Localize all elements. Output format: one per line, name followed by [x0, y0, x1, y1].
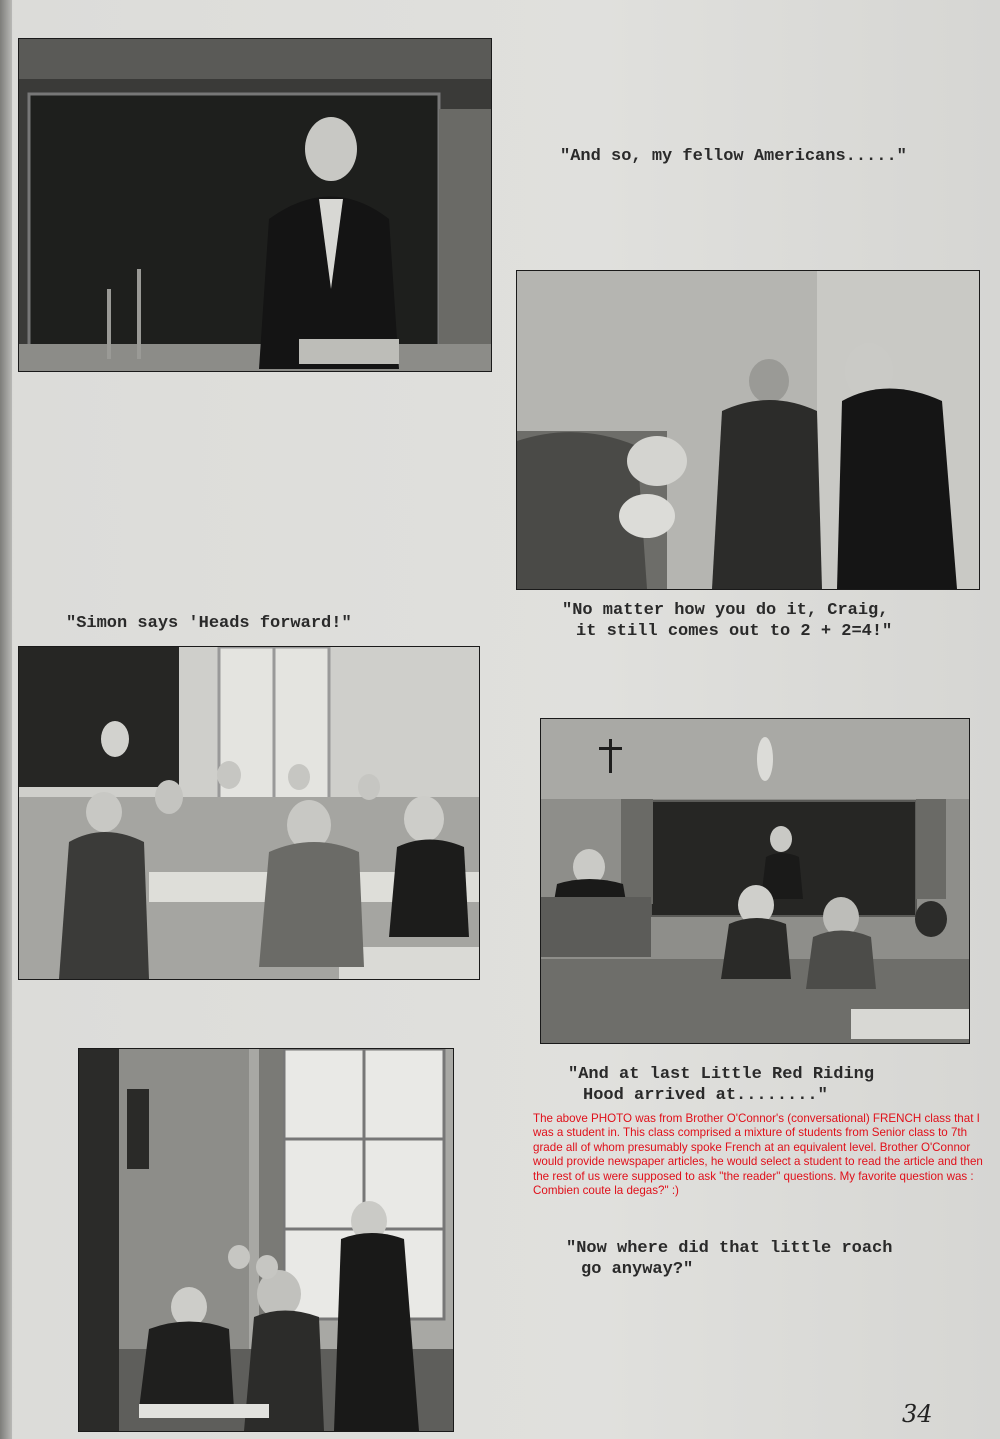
- annotation-note: The above PHOTO was from Brother O'Connor's (conversational) FRENCH class that I was a student in. This class comprised a mixture of students from Senior class to 7th grade all of whom presumably spoke French at an equivalent level. Brother O'Connor would provide newspaper articles, he would select a student to read the article and then the rest of us were supposed to ask "the reader" questions. My favorite question was : Combien coute la degas?" :): [533, 1112, 983, 1198]
- caption-roach-line1: "Now where did that little roach: [566, 1239, 893, 1258]
- photo-classroom-desks: [18, 646, 480, 980]
- caption-roach-line2: go anyway?": [581, 1260, 694, 1279]
- caption-riding-line1: "And at last Little Red Riding: [568, 1065, 875, 1084]
- caption-americans: "And so, my fellow Americans.....": [560, 147, 907, 166]
- photo-study-hall: [78, 1048, 454, 1432]
- photo-teacher-students-craig: [516, 270, 980, 590]
- page-number: 34: [902, 1400, 933, 1428]
- photo-teacher-chalkboard: [18, 38, 492, 372]
- photo-french-class: [540, 718, 970, 1044]
- page-spine: [0, 0, 12, 1439]
- caption-craig-line1: "No matter how you do it, Craig,: [562, 601, 889, 620]
- caption-craig-line2: it still comes out to 2 + 2=4!": [576, 622, 893, 641]
- caption-simon: "Simon says 'Heads forward!": [66, 614, 352, 633]
- caption-riding-line2: Hood arrived at........": [583, 1086, 828, 1105]
